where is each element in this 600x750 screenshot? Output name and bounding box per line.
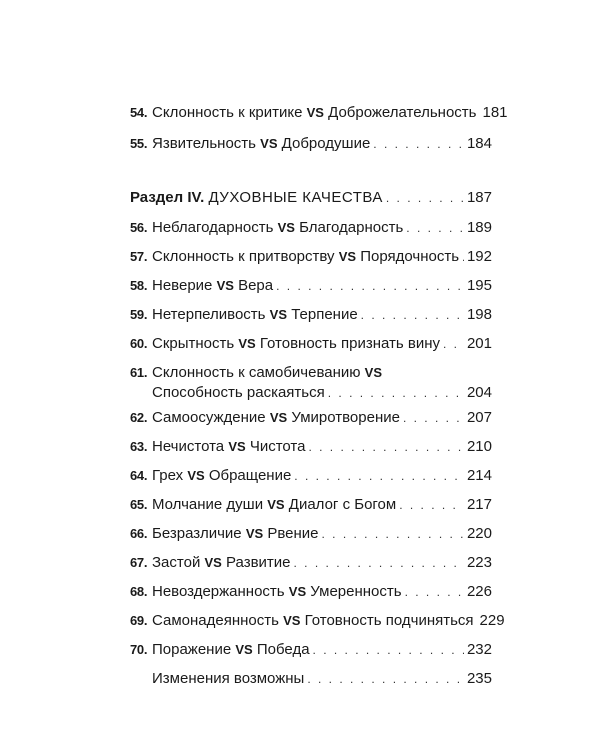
section-page: 187 <box>466 189 492 206</box>
entry-page: 198 <box>466 306 492 323</box>
entry-page: 223 <box>466 554 492 571</box>
leader-dots <box>373 135 464 153</box>
entry-title-line-2 <box>152 384 492 402</box>
entry-title: Молчание души VS Диалог с Богом <box>152 496 397 513</box>
entry-number: 65. <box>130 497 148 512</box>
entry-title: Нечистота VS Чистота <box>152 438 306 455</box>
entry-title: Самонадеянность VS Готовность подчиняться <box>152 612 474 629</box>
leader-dots <box>276 277 464 295</box>
entry-title: Скрытность VS Готовность признать вину <box>152 335 441 352</box>
leader-dots <box>443 335 464 353</box>
entry-number: 66. <box>130 526 148 541</box>
entry-title: Безразличие VS Рвение <box>152 525 319 542</box>
leader-dots <box>405 583 464 601</box>
entry-number: 56. <box>130 220 148 235</box>
leader-dots <box>294 554 464 572</box>
entry-page: 207 <box>466 409 492 426</box>
entry-number: 59. <box>130 307 148 322</box>
entry-number: 60. <box>130 336 148 351</box>
entry-title: Склонность к критике VS Доброжелательность <box>152 104 477 121</box>
entry-page: 192 <box>466 248 492 265</box>
entry-title: Способность раскаяться <box>152 384 325 401</box>
entry-title: Поражение VS Победа <box>152 641 310 658</box>
entry-title: Невоздержанность VS Умеренность <box>152 583 402 600</box>
entry-page: 217 <box>466 496 492 513</box>
leader-dots <box>386 189 464 207</box>
leader-dots <box>321 525 463 543</box>
entry-number: 68. <box>130 584 148 599</box>
entry-number: 67. <box>130 555 148 570</box>
leader-dots <box>361 306 464 324</box>
entry-page: 235 <box>466 670 492 687</box>
entry-title: Грех VS Обращение <box>152 467 292 484</box>
entry-title-line-1: Склонность к самобичеванию VS <box>152 364 383 381</box>
entry-number: 63. <box>130 439 148 454</box>
entry-title: Язвительность VS Добродушие <box>152 135 371 152</box>
leader-dots <box>406 219 464 237</box>
section-heading: Раздел IV. ДУХОВНЫЕ КАЧЕСТВА <box>130 189 383 206</box>
leader-dots <box>308 438 464 456</box>
entry-title: Застой VS Развитие <box>152 554 291 571</box>
entry-page: 184 <box>466 135 492 152</box>
entry-title: Неверие VS Вера <box>152 277 274 294</box>
entry-number: 58. <box>130 278 148 293</box>
entry-title: Самоосуждение VS Умиротворение <box>152 409 400 426</box>
entry-page: 204 <box>466 384 492 401</box>
entry-title: Склонность к притворству VS Порядочность <box>152 248 460 265</box>
entry-title: Неблагодарность VS Благодарность <box>152 219 404 236</box>
entry-number: 55. <box>130 136 148 151</box>
toc-entry-61 <box>130 364 492 404</box>
entry-page: 189 <box>466 219 492 236</box>
entry-page: 226 <box>466 583 492 600</box>
entry-number: 62. <box>130 410 148 425</box>
entry-number: 70. <box>130 642 148 657</box>
entry-page: 229 <box>479 612 505 629</box>
leader-dots <box>462 248 464 266</box>
leader-dots <box>399 496 464 514</box>
entry-number: 61. <box>130 365 148 380</box>
entry-page: 201 <box>466 335 492 352</box>
entry-number: 57. <box>130 249 148 264</box>
entry-number: 69. <box>130 613 148 628</box>
entry-page: 220 <box>466 525 492 542</box>
entry-title: Изменения возможны <box>152 670 305 687</box>
entry-number: 54. <box>130 105 148 120</box>
entry-page: 214 <box>466 467 492 484</box>
entry-page: 232 <box>466 641 492 658</box>
entry-title: Нетерпеливость VS Терпение <box>152 306 358 323</box>
entry-page: 210 <box>466 438 492 455</box>
entry-number: 64. <box>130 468 148 483</box>
leader-dots <box>403 409 464 427</box>
leader-dots <box>313 641 464 659</box>
leader-dots <box>328 384 464 402</box>
leader-dots <box>294 467 464 485</box>
leader-dots <box>307 670 464 688</box>
entry-page: 195 <box>466 277 492 294</box>
entry-page: 181 <box>482 104 508 121</box>
